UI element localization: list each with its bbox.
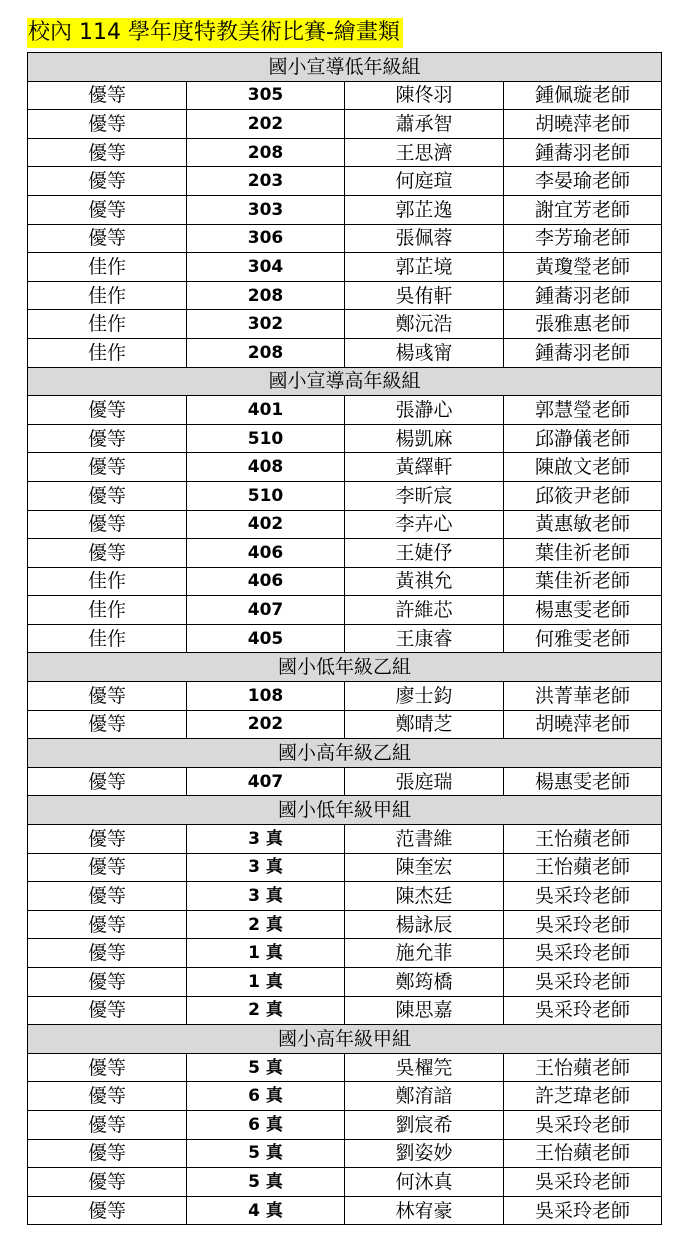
teacher-cell: 鍾蕎羽老師 [504,281,662,310]
award-cell: 優等 [28,996,187,1025]
class-cell: 1 真 [187,968,345,997]
student-name-cell: 林宥豪 [345,1196,504,1225]
student-name-cell: 陳奎宏 [345,853,504,882]
class-cell: 401 [187,396,345,425]
student-name-cell: 鄭筠橋 [345,968,504,997]
table-row [28,882,662,911]
award-cell: 優等 [28,968,187,997]
student-name-cell: 許維芯 [345,596,504,625]
student-name-cell: 郭芷境 [345,253,504,282]
student-name-cell: 黃繹軒 [345,453,504,482]
teacher-cell: 何雅雯老師 [504,624,662,653]
class-cell: 304 [187,253,345,282]
table-row [28,1110,662,1139]
group-header-row [28,1025,662,1054]
table-row [28,110,662,139]
teacher-cell: 邱瀞儀老師 [504,424,662,453]
student-name-cell: 陳思嘉 [345,996,504,1025]
award-cell: 優等 [28,195,187,224]
award-cell: 佳作 [28,567,187,596]
award-cell: 佳作 [28,253,187,282]
teacher-cell: 葉佳祈老師 [504,539,662,568]
award-cell: 佳作 [28,596,187,625]
student-name-cell: 陳佟羽 [345,81,504,110]
student-name-cell: 王婕伃 [345,539,504,568]
table-row [28,453,662,482]
class-cell: 305 [187,81,345,110]
teacher-cell: 葉佳祈老師 [504,567,662,596]
class-cell: 202 [187,710,345,739]
table-row [28,167,662,196]
student-name-cell: 張瀞心 [345,396,504,425]
table-row [28,968,662,997]
table-row [28,281,662,310]
class-cell: 406 [187,567,345,596]
group-header: 國小宣導高年級組 [28,367,662,396]
award-cell: 優等 [28,882,187,911]
student-name-cell: 吳櫂笎 [345,1053,504,1082]
student-name-cell: 楊彧甯 [345,338,504,367]
group-header: 國小高年級乙組 [28,739,662,768]
award-cell: 佳作 [28,310,187,339]
table-row [28,338,662,367]
class-cell: 208 [187,281,345,310]
group-header: 國小高年級甲組 [28,1025,662,1054]
teacher-cell: 張雅惠老師 [504,310,662,339]
teacher-cell: 李晏瑜老師 [504,167,662,196]
student-name-cell: 張佩蓉 [345,224,504,253]
teacher-cell: 吳采玲老師 [504,882,662,911]
teacher-cell: 謝宜芳老師 [504,195,662,224]
awards-table [27,52,662,1225]
student-name-cell: 王康睿 [345,624,504,653]
table-row [28,939,662,968]
class-cell: 2 真 [187,996,345,1025]
teacher-cell: 陳啟文老師 [504,453,662,482]
table-row [28,910,662,939]
award-cell: 優等 [28,396,187,425]
class-cell: 407 [187,596,345,625]
student-name-cell: 陳杰廷 [345,882,504,911]
award-cell: 優等 [28,167,187,196]
student-name-cell: 黃祺允 [345,567,504,596]
table-row [28,1168,662,1197]
student-name-cell: 楊凱麻 [345,424,504,453]
class-cell: 6 真 [187,1082,345,1111]
award-cell: 優等 [28,853,187,882]
teacher-cell: 吳采玲老師 [504,1168,662,1197]
student-name-cell: 劉宸希 [345,1110,504,1139]
student-name-cell: 鄭淯諳 [345,1082,504,1111]
award-cell: 佳作 [28,624,187,653]
table-row [28,767,662,796]
table-row [28,596,662,625]
award-cell: 優等 [28,682,187,711]
student-name-cell: 范書維 [345,825,504,854]
teacher-cell: 黃惠敏老師 [504,510,662,539]
class-cell: 406 [187,539,345,568]
table-row [28,853,662,882]
teacher-cell: 吳采玲老師 [504,910,662,939]
class-cell: 1 真 [187,939,345,968]
class-cell: 108 [187,682,345,711]
student-name-cell: 鄭沅浩 [345,310,504,339]
award-cell: 優等 [28,1196,187,1225]
table-row [28,996,662,1025]
table-row [28,195,662,224]
class-cell: 3 真 [187,825,345,854]
student-name-cell: 李昕宸 [345,481,504,510]
student-name-cell: 劉姿妙 [345,1139,504,1168]
student-name-cell: 何庭瑄 [345,167,504,196]
award-cell: 優等 [28,481,187,510]
table-row [28,138,662,167]
award-cell: 優等 [28,539,187,568]
teacher-cell: 胡曉萍老師 [504,110,662,139]
award-cell: 優等 [28,424,187,453]
group-header-row [28,796,662,825]
award-cell: 優等 [28,224,187,253]
award-cell: 佳作 [28,281,187,310]
class-cell: 208 [187,138,345,167]
teacher-cell: 鍾佩璇老師 [504,81,662,110]
table-row [28,624,662,653]
table-row [28,481,662,510]
class-cell: 6 真 [187,1110,345,1139]
student-name-cell: 施允菲 [345,939,504,968]
teacher-cell: 鍾蕎羽老師 [504,138,662,167]
student-name-cell: 鄭晴芝 [345,710,504,739]
class-cell: 5 真 [187,1139,345,1168]
student-name-cell: 張庭瑞 [345,767,504,796]
award-cell: 優等 [28,1168,187,1197]
group-header: 國小低年級乙組 [28,653,662,682]
class-cell: 3 真 [187,882,345,911]
class-cell: 303 [187,195,345,224]
class-cell: 5 真 [187,1053,345,1082]
table-row [28,682,662,711]
class-cell: 208 [187,338,345,367]
class-cell: 202 [187,110,345,139]
award-cell: 優等 [28,767,187,796]
teacher-cell: 王怡蘋老師 [504,853,662,882]
class-cell: 302 [187,310,345,339]
table-row [28,310,662,339]
table-row [28,1082,662,1111]
table-row [28,1196,662,1225]
table-row [28,224,662,253]
class-cell: 306 [187,224,345,253]
group-header-row [28,53,662,82]
teacher-cell: 吳采玲老師 [504,996,662,1025]
award-cell: 優等 [28,110,187,139]
award-cell: 優等 [28,910,187,939]
class-cell: 405 [187,624,345,653]
teacher-cell: 楊惠雯老師 [504,596,662,625]
group-header-row [28,367,662,396]
teacher-cell: 吳采玲老師 [504,1196,662,1225]
table-row [28,1139,662,1168]
teacher-cell: 吳采玲老師 [504,939,662,968]
award-cell: 優等 [28,1139,187,1168]
awards-table-body [28,53,662,1225]
teacher-cell: 吳采玲老師 [504,1110,662,1139]
group-header-row [28,653,662,682]
group-header: 國小低年級甲組 [28,796,662,825]
table-row [28,539,662,568]
teacher-cell: 楊惠雯老師 [504,767,662,796]
table-row [28,424,662,453]
table-row [28,253,662,282]
group-header-row [28,739,662,768]
group-header: 國小宣導低年級組 [28,53,662,82]
teacher-cell: 洪菁華老師 [504,682,662,711]
student-name-cell: 蕭承智 [345,110,504,139]
teacher-cell: 王怡蘋老師 [504,825,662,854]
teacher-cell: 鍾蕎羽老師 [504,338,662,367]
award-cell: 優等 [28,138,187,167]
class-cell: 510 [187,481,345,510]
award-cell: 優等 [28,710,187,739]
award-cell: 優等 [28,453,187,482]
student-name-cell: 楊詠辰 [345,910,504,939]
award-cell: 佳作 [28,338,187,367]
teacher-cell: 吳采玲老師 [504,968,662,997]
class-cell: 407 [187,767,345,796]
table-row [28,396,662,425]
teacher-cell: 王怡蘋老師 [504,1053,662,1082]
award-cell: 優等 [28,1082,187,1111]
student-name-cell: 何沐真 [345,1168,504,1197]
teacher-cell: 許芝瑋老師 [504,1082,662,1111]
teacher-cell: 邱筱尹老師 [504,481,662,510]
table-row [28,1053,662,1082]
class-cell: 4 真 [187,1196,345,1225]
class-cell: 402 [187,510,345,539]
teacher-cell: 郭慧瑩老師 [504,396,662,425]
student-name-cell: 王思濟 [345,138,504,167]
student-name-cell: 吳侑軒 [345,281,504,310]
student-name-cell: 李卉心 [345,510,504,539]
table-row [28,567,662,596]
class-cell: 510 [187,424,345,453]
table-row [28,710,662,739]
table-row [28,825,662,854]
class-cell: 3 真 [187,853,345,882]
table-row [28,510,662,539]
table-row [28,81,662,110]
class-cell: 2 真 [187,910,345,939]
teacher-cell: 胡曉萍老師 [504,710,662,739]
teacher-cell: 李芳瑜老師 [504,224,662,253]
award-cell: 優等 [28,939,187,968]
award-cell: 優等 [28,1110,187,1139]
class-cell: 203 [187,167,345,196]
teacher-cell: 黃瓊瑩老師 [504,253,662,282]
class-cell: 408 [187,453,345,482]
award-cell: 優等 [28,1053,187,1082]
teacher-cell: 王怡蘋老師 [504,1139,662,1168]
award-cell: 優等 [28,825,187,854]
class-cell: 5 真 [187,1168,345,1197]
document-title: 校內 114 學年度特教美術比賽-繪畫類 [27,18,403,48]
student-name-cell: 郭芷逸 [345,195,504,224]
award-cell: 優等 [28,81,187,110]
award-cell: 優等 [28,510,187,539]
student-name-cell: 廖士鈞 [345,682,504,711]
